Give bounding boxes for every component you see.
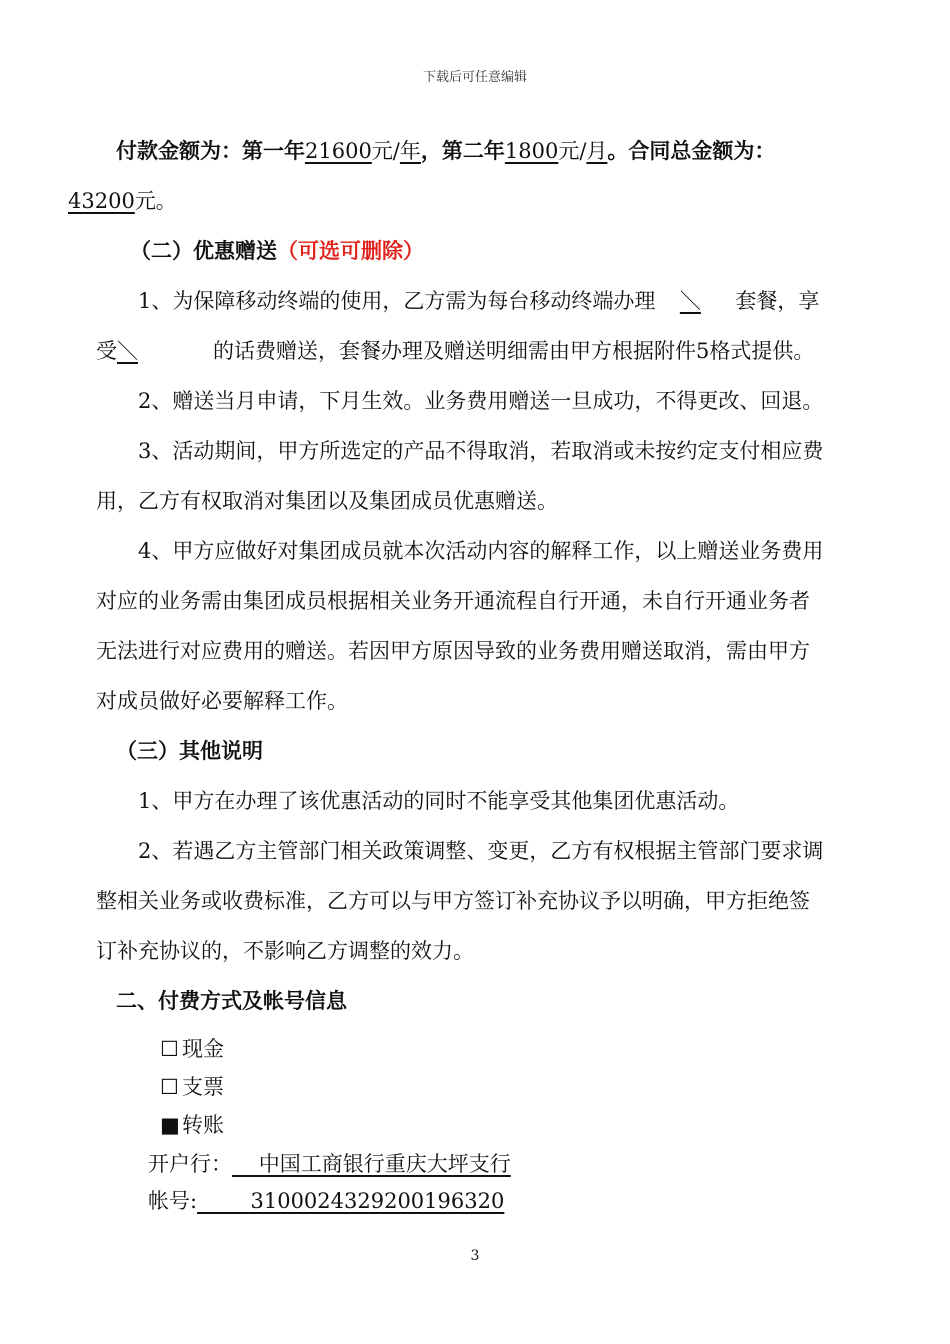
total-line (68, 186, 177, 216)
pay-option-check (160, 1072, 224, 1102)
checkbox-empty-icon: ☐ (160, 1075, 179, 1099)
discount-item1-line1 (138, 286, 819, 316)
section-discount-heading (130, 236, 424, 266)
year1-amount: 21600 (305, 139, 372, 163)
account-value: 3100024329200196320 (197, 1189, 505, 1213)
section-discount-title: （二）优惠赠送 (130, 239, 277, 263)
other-item2-line3: 订补充协议的，不影响乙方调整的效力。 (96, 939, 474, 963)
bank-line (148, 1149, 511, 1179)
account-line (148, 1186, 504, 1216)
total-label: 。合同总金额为： (607, 139, 776, 163)
bank-value: 中国工商银行重庆大坪支行 (232, 1152, 511, 1176)
unit-2: 月 (586, 139, 608, 163)
gift-blank: ＼ (117, 339, 138, 363)
yuan-slash-2: 元/ (558, 139, 587, 163)
account-label: 帐号: (148, 1189, 198, 1213)
section-pay-title: 二、付费方式及帐号信息 (116, 989, 347, 1013)
payment-line (116, 136, 775, 166)
checkbox-checked-icon: ■ (160, 1113, 180, 1137)
section-other-title: （三）其他说明 (116, 739, 263, 763)
other-item2-line2: 整相关业务或收费标准，乙方可以与甲方签订补充协议予以明确，甲方拒绝签 (96, 889, 810, 913)
discount-item4-line4: 对成员做好必要解释工作。 (96, 689, 348, 713)
pay-option-label: 转账 (182, 1113, 224, 1137)
discount-item1-line2 (96, 336, 814, 366)
page-number: 3 (470, 1248, 480, 1264)
item1-text-d: 的话费赠送，套餐办理及赠送明细需由甲方根据附件5格式提供。 (213, 339, 815, 363)
discount-item4-line1: 4、甲方应做好对集团成员就本次活动内容的解释工作，以上赠送业务费用 (138, 539, 824, 563)
total-suffix: 元。 (134, 189, 177, 213)
item1-text-b: 套餐，享 (735, 289, 820, 313)
discount-item4-line3: 无法进行对应费用的赠送。若因甲方原因导致的业务费用赠送取消，需由甲方 (96, 639, 810, 663)
page-header: 下载后可任意编辑 (422, 70, 527, 85)
bank-label: 开户行： (148, 1152, 232, 1176)
payment-label: 付款金额为：第一年 (116, 139, 305, 163)
unit-1: 年 (399, 139, 421, 163)
section-discount-note: （可选可删除） (277, 239, 424, 263)
pay-option-label: 支票 (182, 1075, 224, 1099)
checkbox-empty-icon: ☐ (160, 1037, 179, 1061)
package-blank: ＼ (679, 289, 701, 313)
item1-text-a: 1、为保障移动终端的使用，乙方需为每台移动终端办理 (138, 289, 656, 313)
discount-item4-line2: 对应的业务需由集团成员根据相关业务开通流程自行开通，未自行开通业务者 (96, 589, 810, 613)
pay-option-cash (160, 1034, 224, 1064)
pay-option-label: 现金 (182, 1037, 224, 1061)
discount-item3-line1: 3、活动期间，甲方所选定的产品不得取消，若取消或未按约定支付相应费 (138, 439, 824, 463)
other-item2-line1: 2、若遇乙方主管部门相关政策调整、变更，乙方有权根据主管部门要求调 (138, 839, 824, 863)
year2-amount: 1800 (504, 139, 559, 163)
year2-label: ，第二年 (420, 139, 505, 163)
item1-text-c: 受 (96, 339, 117, 363)
yuan-slash-1: 元/ (371, 139, 400, 163)
discount-item2: 2、赠送当月申请，下月生效。业务费用赠送一旦成功，不得更改、回退。 (138, 389, 824, 413)
pay-option-transfer (160, 1110, 224, 1140)
total-amount: 43200 (68, 189, 135, 213)
other-item1: 1、甲方在办理了该优惠活动的同时不能享受其他集团优惠活动。 (138, 789, 740, 813)
discount-item3-line2: 用，乙方有权取消对集团以及集团成员优惠赠送。 (96, 489, 558, 513)
